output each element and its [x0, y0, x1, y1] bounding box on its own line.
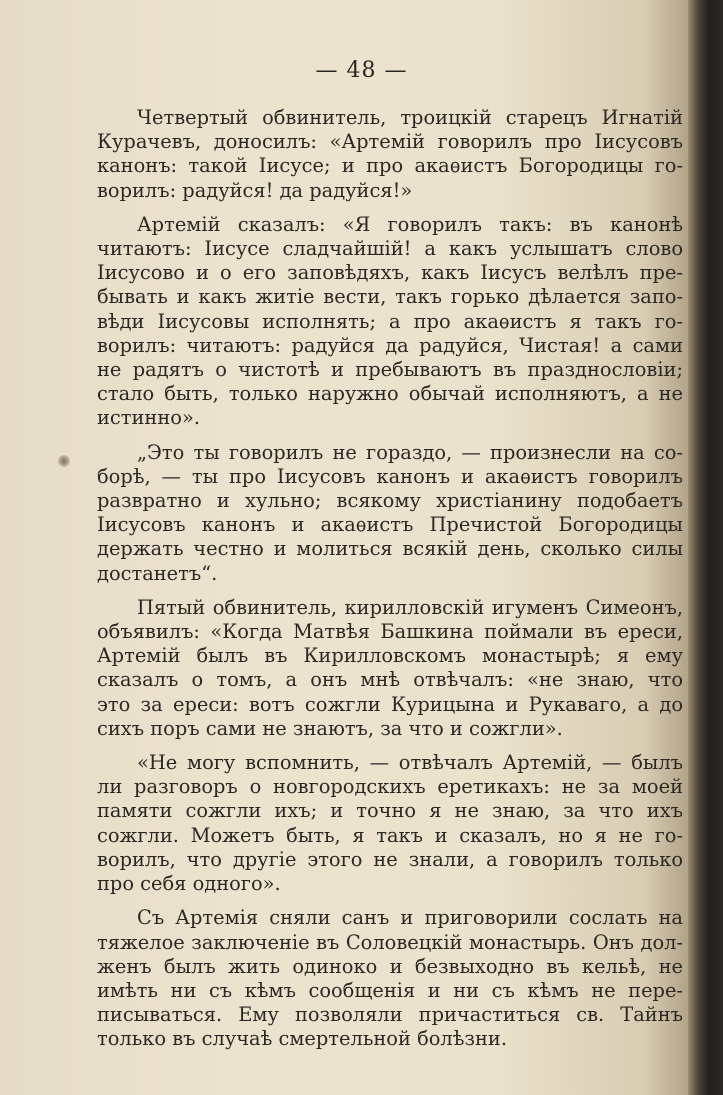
text-line: сихъ поръ сами не знаютъ, за что и сожгли». [97, 716, 563, 740]
text-line: Іисусовъ канонъ и акаѳистъ Пречистой Богородицы [97, 513, 683, 537]
text-line: Пятый обвинитель, кирилловскій игуменъ Симеонъ, [137, 595, 683, 619]
text-line: вѣди Іисусовы исполнять; а про акаѳистъ я такъ го- [97, 309, 683, 333]
text-line: ворилъ: читаютъ: радуйся да радуйся, Чистая! а сами [97, 333, 683, 357]
text-line: борѣ, — ты про Іисусовъ канонъ и акаѳистъ говорилъ [97, 464, 683, 488]
text-line: Артемій былъ въ Кирилловскомъ монастырѣ; я ему [97, 644, 683, 668]
text-line: женъ былъ жить одиноко и безвыходно въ кельѣ, не [97, 954, 683, 978]
paragraph [97, 213, 683, 431]
text-line: ли разговоръ о новгородскихъ еретикахъ: не за моей [97, 775, 683, 799]
text-line: не радятъ о чистотѣ и пребываютъ въ празднословіи; [97, 358, 683, 382]
text-line: это за ереси: вотъ сожгли Курицына и Рукаваго, а до [97, 692, 683, 716]
paragraph [97, 106, 683, 203]
text-line: стало быть, только наружно обычай исполняютъ, а не [97, 382, 683, 406]
text-line: Курачевъ, доносилъ: «Артемій говорилъ про Іисусовъ [97, 130, 683, 154]
text-line: Іисусово и о его заповѣдяхъ, какъ Іисусъ велѣлъ пре- [97, 261, 683, 285]
text-line: канонъ: такой Іисусе; и про акаѳистъ Богородицы го- [97, 154, 683, 178]
text-line: объявилъ: «Когда Матвѣя Башкина поймали въ ереси, [97, 620, 683, 644]
page-number: — 48 — [315, 58, 408, 83]
text-line: держать честно и молиться всякій день, сколько силы [97, 537, 683, 561]
text-line: имѣть ни съ кѣмъ сообщенія и ни съ кѣмъ не пере- [97, 978, 683, 1002]
text-line: сказалъ о томъ, а онъ мнѣ отвѣчалъ: «не знаю, что [97, 668, 683, 692]
paragraph [97, 596, 683, 741]
text-line: Четвертый обвинитель, троицкій старецъ Игнатій [137, 106, 683, 129]
text-line: истинно». [97, 406, 200, 430]
text-line: только въ случаѣ смертельной болѣзни. [97, 1027, 508, 1051]
text-line: сожгли. Можетъ быть, я такъ и сказалъ, но я не го- [97, 823, 683, 847]
book-spine [688, 0, 723, 1095]
paragraph [97, 751, 683, 896]
text-line: про себя одного». [97, 872, 281, 896]
page-body [97, 106, 683, 1062]
text-line: бывать и какъ житіе вести, такъ горько дѣлается запо- [97, 285, 683, 309]
text-line: Съ Артемія сняли санъ и приговорили сослать на [137, 906, 683, 930]
text-line: «Не могу вспомнить, — отвѣчалъ Артемій, — былъ [137, 751, 683, 775]
text-line: памяти сожгли ихъ; и точно я не знаю, за что ихъ [97, 799, 683, 823]
text-line: писываться. Ему позволяли причаститься св. Тайнъ [97, 1003, 683, 1027]
page-stain [58, 455, 70, 467]
text-line: „Это ты говорилъ не гораздо, — произнесли на со- [137, 440, 683, 464]
paragraph [97, 906, 683, 1051]
text-line: Артемій сказалъ: «Я говорилъ такъ: въ канонѣ [137, 212, 683, 236]
text-line: достанетъ“. [97, 561, 218, 585]
text-line: читаютъ: Іисусе сладчайшій! а какъ услышатъ слово [97, 237, 683, 261]
text-line: ворилъ: радуйся! да радуйся!» [97, 178, 413, 202]
text-line: развратно и хульно; всякому христіанину подобаетъ [97, 489, 683, 513]
paragraph [97, 441, 683, 586]
text-line: ворилъ, что другіе этого не знали, а говорилъ только [97, 847, 683, 871]
text-line: тяжелое заключеніе въ Соловецкій монастырь. Онъ дол- [97, 930, 683, 954]
